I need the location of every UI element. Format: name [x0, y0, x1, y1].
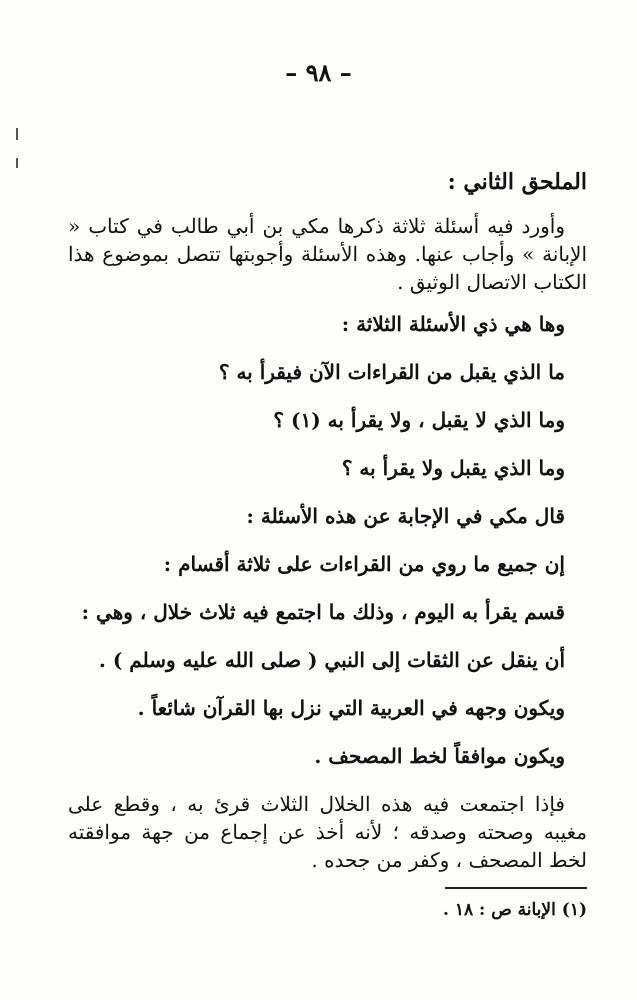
question-line: وما الذي يقبل ولا يقرأ به ؟	[341, 456, 565, 480]
margin-mark	[16, 158, 18, 168]
page-number: – ٩٨ –	[285, 58, 352, 87]
intro-paragraph: وأورد فيه أسئلة ثلاثة ذكرها مكي بن أبي طالب في كتاب « الإبانة » وأجاب عنها. وهذه الأسئلة وأجوبتها تتصل بموضوع هذا الكتاب الاتصال الوثيق .	[68, 214, 587, 294]
question-line: ما الذي يقبل من القراءات الآن فيقرأ به ؟	[218, 360, 565, 384]
question-line: وما الذي لا يقبل ، ولا يقرأ به (١) ؟	[273, 408, 565, 432]
condition-line: ويكون وجهه في العربية التي نزل بها القرآن شائعاً .	[137, 696, 565, 720]
final-paragraph: فإذا اجتمعت فيه هذه الخلال الثلاث قرئ به ، وقطع على مغيبه وصحته وصدقه ؛ لأنه أخذ عن إجماع من جهة موافقته لخط المصحف ، وكفر من جحده .	[68, 792, 587, 872]
footnote: (١) الإبانة ص : ١٨ .	[442, 900, 587, 920]
text-line: قسم يقرأ به اليوم ، وذلك ما اجتمع فيه ثلاث خلال ، وهي :	[81, 600, 565, 624]
condition-line: أن ينقل عن الثقات إلى النبي ( صلى الله عليه وسلم ) .	[98, 648, 565, 672]
text-line: إن جميع ما روي من القراءات على ثلاثة أقسام :	[163, 552, 565, 576]
footnote-divider	[445, 887, 587, 889]
text-line: قال مكي في الإجابة عن هذه الأسئلة :	[246, 504, 565, 528]
section-heading: الملحق الثاني :	[447, 169, 587, 195]
margin-mark	[16, 128, 18, 140]
condition-line: ويكون موافقاً لخط المصحف .	[314, 744, 565, 768]
text-line: وها هي ذي الأسئلة الثلاثة :	[341, 312, 565, 336]
main-text	[68, 168, 587, 888]
